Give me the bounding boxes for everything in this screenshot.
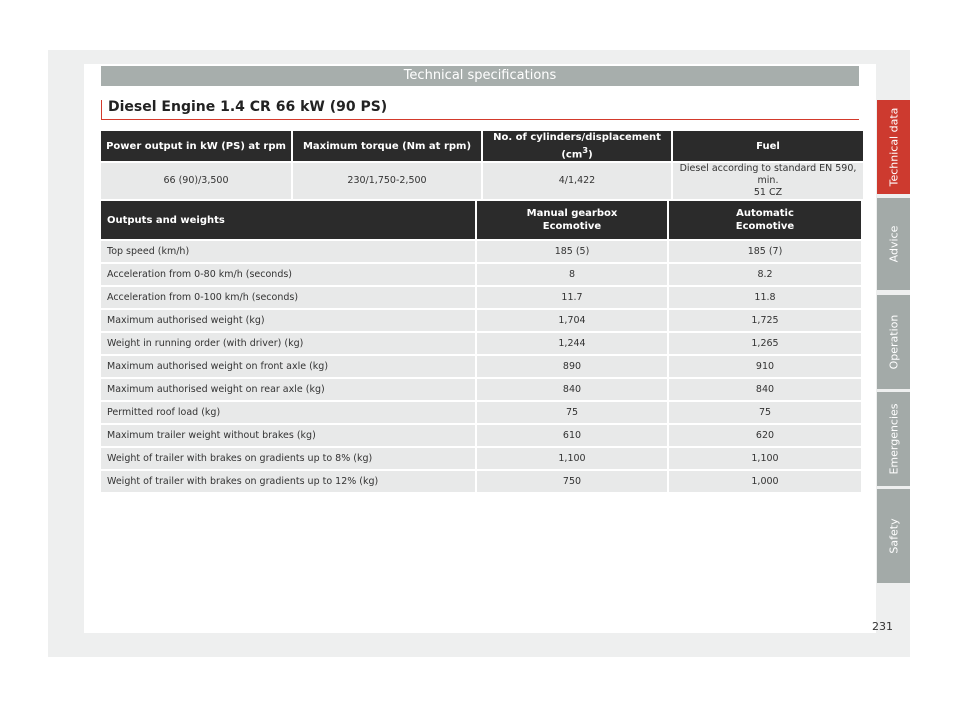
title-underline: [101, 119, 859, 120]
row-manual: 840: [477, 379, 667, 400]
row-label: Maximum authorised weight on front axle (kg): [101, 356, 475, 377]
row-manual: 1,100: [477, 448, 667, 469]
header-automatic-line1: Automatic: [736, 208, 794, 219]
header-torque: Maximum torque (Nm at rpm): [293, 131, 481, 161]
header-automatic-line2: Ecomotive: [735, 221, 795, 232]
table-header-row: [101, 201, 861, 239]
row-manual: 1,244: [477, 333, 667, 354]
header-power: Power output in kW (PS) at rpm: [101, 131, 291, 161]
table-row: [101, 471, 861, 492]
tab-safety[interactable]: [877, 489, 910, 583]
table-row: [101, 425, 861, 446]
row-manual: 890: [477, 356, 667, 377]
row-manual: 185 (5): [477, 241, 667, 262]
engine-spec-table: [99, 129, 865, 201]
row-label: Acceleration from 0-80 km/h (seconds): [101, 264, 475, 285]
cell-torque: 230/1,750-2,500: [293, 163, 481, 199]
row-label: Weight in running order (with driver) (kg): [101, 333, 475, 354]
tab-emergencies[interactable]: [877, 392, 910, 486]
tab-advice-label: Advice: [887, 225, 900, 263]
cell-power: 66 (90)/3,500: [101, 163, 291, 199]
tab-technical-data[interactable]: [877, 100, 910, 194]
title-accent-line: [101, 100, 102, 120]
table-row: [101, 356, 861, 377]
table-row: [101, 310, 861, 331]
row-label: Weight of trailer with brakes on gradients up to 8% (kg): [101, 448, 475, 469]
header-manual: [477, 201, 667, 239]
tab-safety-label: Safety: [887, 518, 900, 554]
row-automatic: 75: [669, 402, 861, 423]
row-automatic: 1,000: [669, 471, 861, 492]
header-manual-line1: Manual gearbox: [526, 208, 618, 219]
header-cylinders: [483, 131, 671, 161]
row-label: Weight of trailer with brakes on gradients up to 12% (kg): [101, 471, 475, 492]
header-cylinders-superscript: 3: [582, 145, 589, 155]
page-title: Diesel Engine 1.4 CR 66 kW (90 PS): [108, 99, 388, 115]
row-label: Maximum authorised weight on rear axle (kg): [101, 379, 475, 400]
row-label: Top speed (km/h): [101, 241, 475, 262]
cell-fuel-line2: 51 CZ: [753, 187, 783, 199]
row-manual: 1,704: [477, 310, 667, 331]
page-number: 231: [872, 620, 893, 633]
row-automatic: 11.8: [669, 287, 861, 308]
row-label: Acceleration from 0-100 km/h (seconds): [101, 287, 475, 308]
row-manual: 11.7: [477, 287, 667, 308]
row-manual: 610: [477, 425, 667, 446]
cell-fuel-line1: Diesel according to standard EN 590, min.: [679, 163, 857, 187]
tab-operation[interactable]: [877, 295, 910, 389]
row-manual: 750: [477, 471, 667, 492]
tab-technical-data-label: Technical data: [887, 107, 900, 187]
row-automatic: 8.2: [669, 264, 861, 285]
row-automatic: 1,265: [669, 333, 861, 354]
table-row: [101, 379, 861, 400]
tab-operation-label: Operation: [887, 314, 900, 370]
row-label: Permitted roof load (kg): [101, 402, 475, 423]
row-manual: 8: [477, 264, 667, 285]
row-automatic: 910: [669, 356, 861, 377]
header-cylinders-label: No. of cylinders/displacement (cm: [493, 132, 661, 161]
table-row: [101, 287, 861, 308]
header-automatic: [669, 201, 861, 239]
row-automatic: 1,725: [669, 310, 861, 331]
table-row: [101, 163, 863, 199]
row-automatic: 1,100: [669, 448, 861, 469]
section-header: Technical specifications: [101, 66, 859, 86]
row-label: Maximum trailer weight without brakes (kg): [101, 425, 475, 446]
table-header-row: [101, 131, 863, 161]
tab-advice[interactable]: [877, 198, 910, 290]
table-row: [101, 402, 861, 423]
cell-fuel: [673, 163, 863, 199]
header-outputs-weights: Outputs and weights: [101, 201, 475, 239]
table-row: [101, 241, 861, 262]
row-label: Maximum authorised weight (kg): [101, 310, 475, 331]
weights-table: [99, 199, 863, 494]
tab-emergencies-label: Emergencies: [887, 403, 900, 475]
header-cylinders-suffix: ): [588, 149, 593, 161]
row-automatic: 185 (7): [669, 241, 861, 262]
cell-cylinders: 4/1,422: [483, 163, 671, 199]
header-manual-line2: Ecomotive: [542, 221, 602, 232]
row-manual: 75: [477, 402, 667, 423]
row-automatic: 840: [669, 379, 861, 400]
header-fuel: Fuel: [673, 131, 863, 161]
table-row: [101, 333, 861, 354]
table-row: [101, 264, 861, 285]
table-row: [101, 448, 861, 469]
row-automatic: 620: [669, 425, 861, 446]
